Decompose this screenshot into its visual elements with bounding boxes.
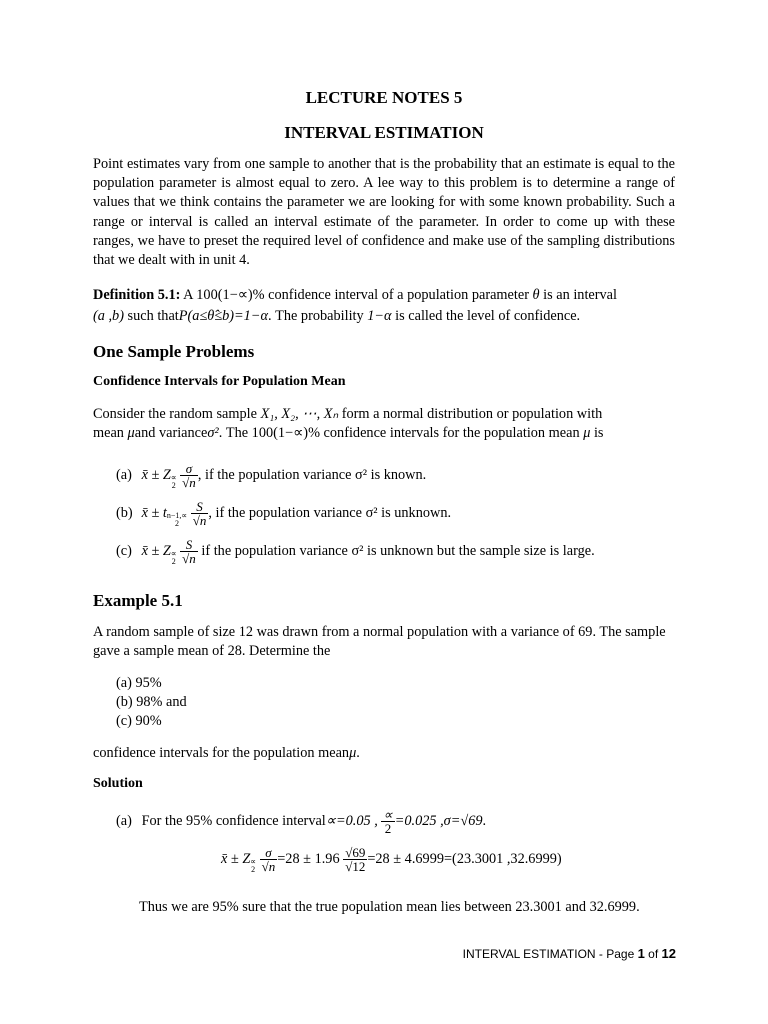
definition-text: is called the level of confidence. [391, 308, 581, 324]
list-item: (a) 95% [116, 675, 162, 691]
formula-row: (a) x̄ ± Z ∝ 2 $\frac{\sigma}{√n}$ , if the population variance σ² is known. [116, 461, 427, 490]
formula-symbol: Z [162, 466, 171, 483]
calc-fraction [260, 846, 278, 873]
confidence-expression: 100(1−∝)% [251, 425, 320, 442]
formula-text: if the population variance σ² is known. [204, 466, 427, 483]
section-text: mean [93, 425, 128, 442]
formula-label: (a) [116, 466, 132, 483]
definition-label: Definition 5.1: [93, 287, 181, 303]
alpha-half-value: =0.025 , [394, 812, 444, 829]
page-number: 1 [637, 946, 645, 961]
page-footer [463, 946, 676, 961]
alpha-half-subscript: ∝ 2 [250, 856, 257, 874]
mu-symbol: μ [127, 425, 135, 442]
alpha-value: ∝=0.05 , [325, 812, 378, 829]
part-text: . [482, 812, 487, 829]
fraction-numerator: σ [185, 461, 193, 476]
definition-text: . The probability [267, 308, 368, 324]
solution-part-a [116, 808, 486, 835]
definition-text: confidence interval of a population parameter [264, 287, 533, 303]
calc-expression: =28 ± 1.96 [277, 850, 340, 867]
formula-label: (b) [116, 504, 133, 521]
calculation-line [221, 846, 562, 874]
page-total: 12 [661, 946, 676, 961]
formula-fraction [191, 500, 209, 527]
solution-heading: Solution [93, 776, 143, 791]
theta-symbol: θ [532, 287, 540, 303]
calc-fraction [343, 846, 367, 873]
list-item: (b) 98% and [116, 694, 187, 710]
part-label: (a) [116, 812, 132, 829]
definition-expression: 100(1−∝)% [196, 287, 265, 303]
section-text: form a normal distribution or population with [338, 406, 603, 422]
calc-result: =28 ± 4.6999=(23.3001 ,32.6999) [367, 850, 562, 867]
mu-symbol: μ [349, 745, 357, 761]
section-paragraph [93, 405, 675, 443]
fraction-numerator: ∝ [383, 807, 393, 822]
definition-text: such that [123, 308, 179, 324]
section-text: Consider the random sample [93, 406, 261, 422]
closing-text: . [356, 745, 360, 761]
alpha-half-subscript: ∝ 2 [170, 472, 177, 490]
part-text: For the 95% confidence interval [141, 812, 326, 829]
fraction-denominator: √n [182, 475, 196, 490]
fraction-denominator: √12 [345, 859, 366, 874]
formula-fraction [180, 538, 198, 565]
fraction-numerator: S [196, 499, 203, 514]
section-subheading: Confidence Intervals for Population Mean [93, 374, 346, 389]
formula-fraction [180, 462, 198, 489]
sample-expression: X₁, X₂, ⋯, Xₙ [260, 406, 339, 422]
example-closing [93, 745, 360, 762]
section-text: confidence intervals for the population mean [319, 425, 584, 442]
section-heading: One Sample Problems [93, 342, 255, 361]
fraction-denominator: √n [182, 551, 196, 566]
footer-text: INTERVAL ESTIMATION - Page [462, 947, 638, 961]
fraction-denominator: √n [261, 859, 276, 874]
definition-text: A [180, 287, 197, 303]
closing-text: confidence intervals for the population mean [93, 745, 350, 761]
fraction-numerator: S [185, 537, 193, 552]
interval-expression: (a ,b) [93, 308, 124, 324]
page-subtitle: INTERVAL ESTIMATION [284, 123, 484, 142]
formula-row: (b) x̄ ± t n−1,∝ 2 $\frac{S}{√n}$ , if the population variance σ² is unknown. [116, 499, 452, 528]
example-paragraph: A random sample of size 12 was drawn from a normal population with a variance of 69. The sample gave a sample mean of 28. Determine the [93, 624, 666, 660]
definition-paragraph [93, 285, 675, 327]
footer-text: of [644, 947, 662, 961]
section-text: is [590, 425, 604, 442]
page-title: LECTURE NOTES 5 [305, 88, 463, 107]
calc-expression: x̄ ± Z [221, 850, 251, 867]
fraction-denominator: 2 [381, 821, 394, 835]
conclusion-paragraph: Thus we are 95% sure that the true population mean lies between 23.3001 and 32.6999. [139, 899, 640, 915]
formula-text: if the population variance σ² is unknown but the sample size is large. [201, 542, 595, 559]
section-text: . The [218, 425, 252, 442]
probability-expression: P(a≤θ̂≤b)=1−α [178, 308, 268, 324]
confidence-expression: 1−α [367, 308, 392, 324]
sigma-value: σ=√69 [443, 812, 483, 829]
fraction-numerator: √69 [345, 845, 366, 860]
formula-row: (c) x̄ ± Z ∝ 2 $\frac{S}{√n}$ if the population variance σ² is unknown but the sample size is large. [116, 537, 595, 566]
alpha-half-fraction [381, 808, 394, 835]
definition-text: is an interval [539, 287, 617, 303]
example-heading: Example 5.1 [93, 591, 183, 610]
list-item: (c) 90% [116, 713, 162, 729]
intro-paragraph: Point estimates vary from one sample to another that is the probability that an estimate is equal to the population parameter is almost equal to zero. A lee way to this problem is to determine a range of values that we think contains the parameter we are looking for with some known probability. Such a range or interval is called an interval estimate of the parameter. In order to come up with these ranges, we have to preset the required level of confidence and make use of the sampling distributions that we dealt with in unit 4. [93, 156, 675, 269]
formula-label: (c) [116, 542, 132, 559]
formula-text: if the population variance σ² is unknown. [215, 504, 452, 521]
fraction-denominator: √n [192, 513, 207, 528]
formula-symbol: Z [162, 542, 171, 559]
mu-symbol: μ [583, 425, 591, 442]
formula-symbol: t [162, 504, 167, 521]
section-text: and variance [134, 425, 208, 442]
t-subscript: n−1,∝ 2 [166, 510, 188, 528]
sigma-squared: σ² [207, 425, 219, 442]
alpha-half-subscript: ∝ 2 [170, 548, 177, 566]
fraction-numerator: σ [265, 845, 272, 860]
